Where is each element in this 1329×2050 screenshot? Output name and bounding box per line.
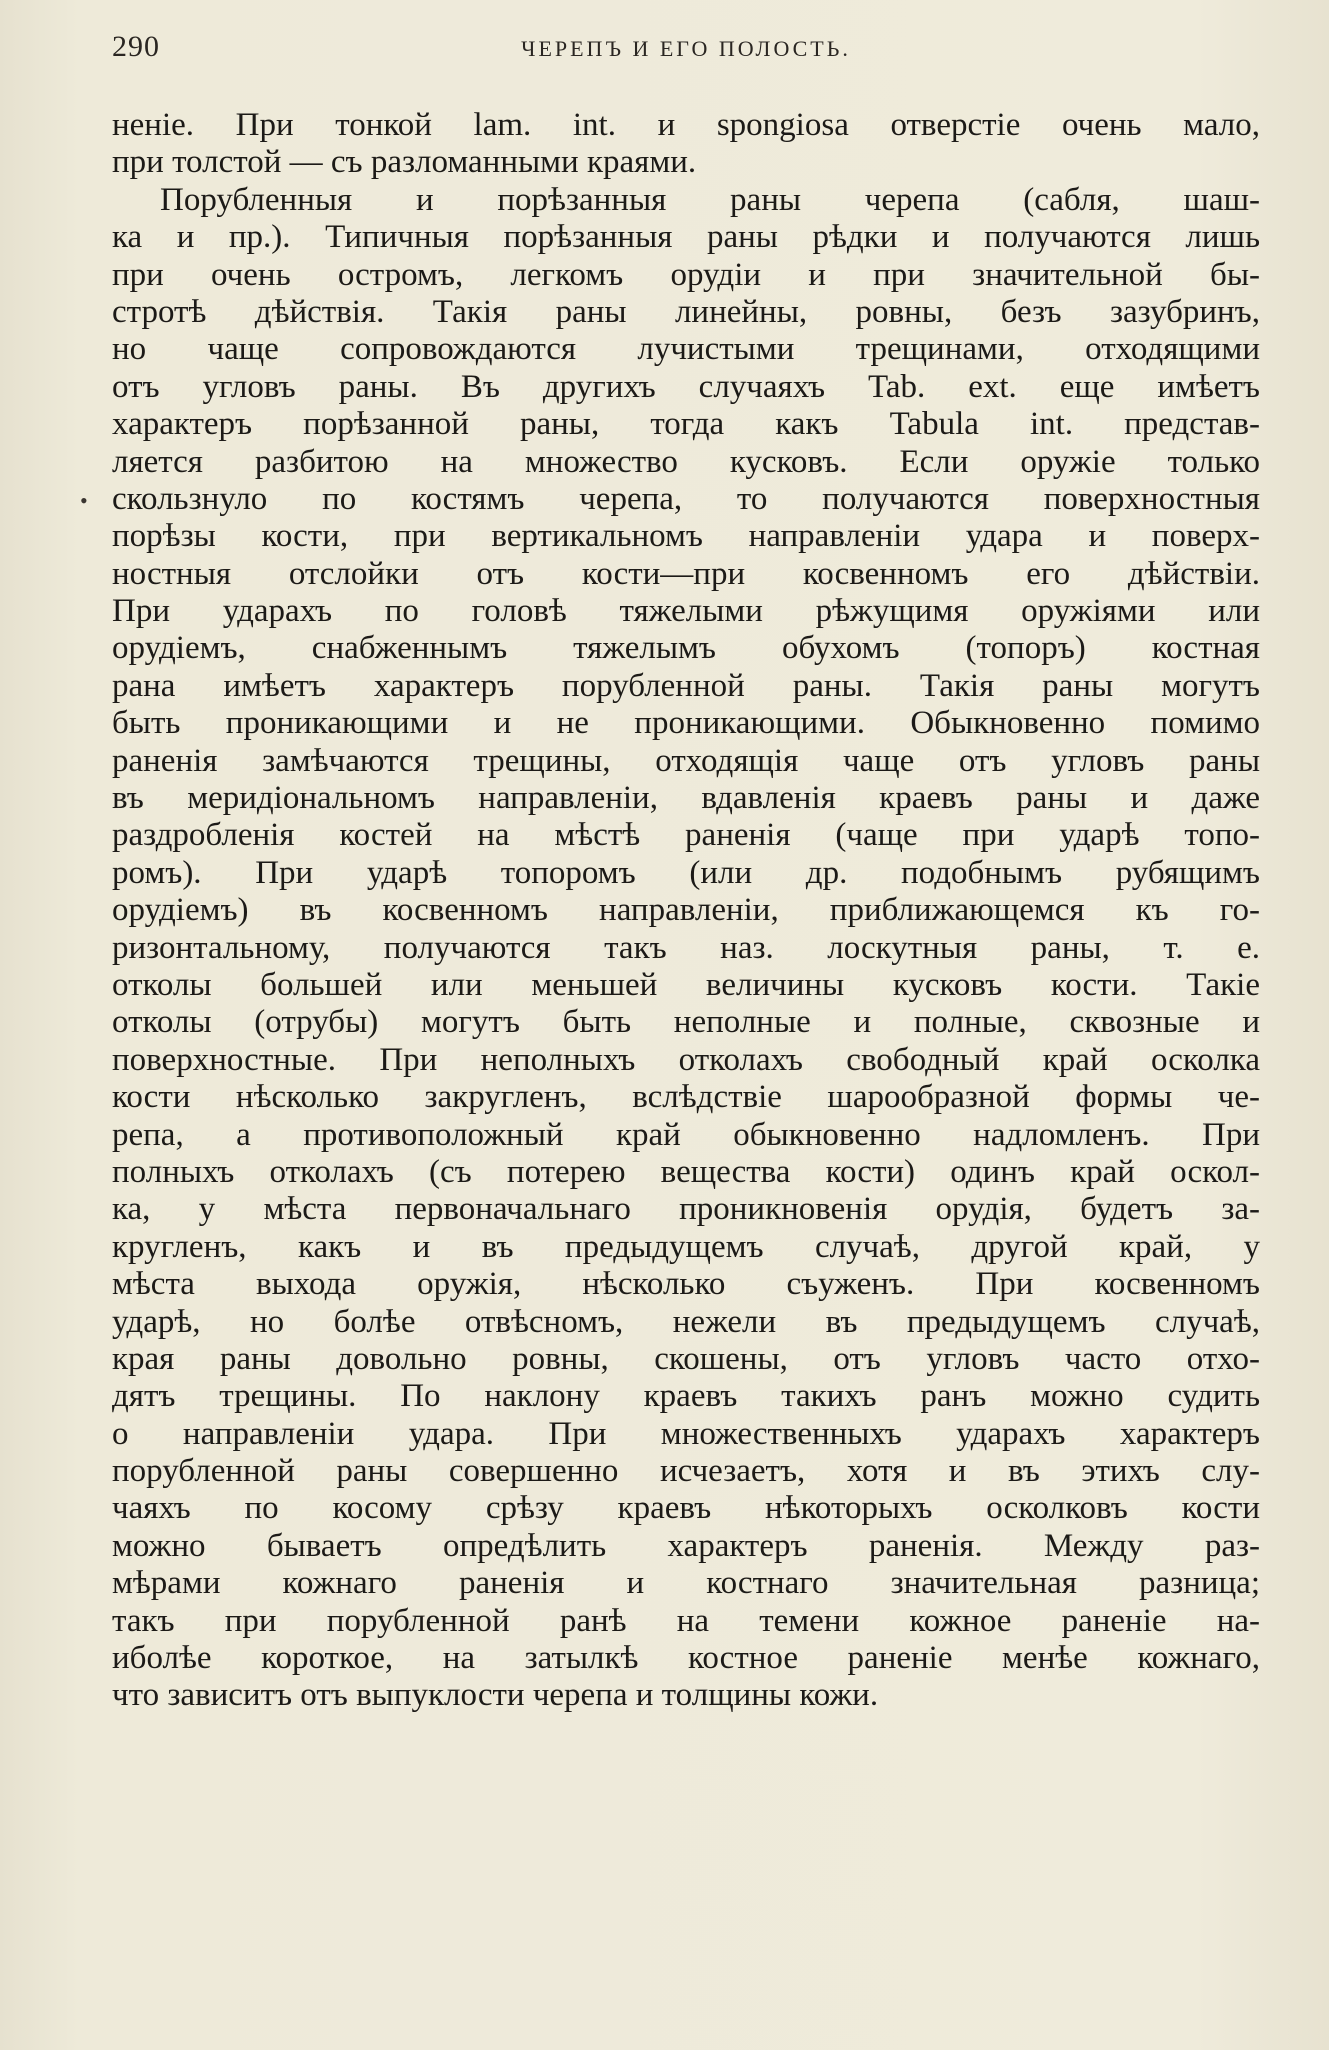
- text-line: При ударахъ по головѣ тяжелыми рѣжущимя оружiями или: [112, 593, 1260, 630]
- text-line: края раны довольно ровны, скошены, отъ угловъ часто отхо-: [112, 1340, 1260, 1377]
- text-line: ризонтальному, получаются такъ наз. лоскутныя раны, т. е.: [112, 929, 1260, 966]
- text-line: мѣста выхода оружiя, нѣсколько съуженъ. При косвенномъ: [112, 1266, 1260, 1303]
- text-line: порубленной раны совершенно исчезаетъ, хотя и въ этихъ слу-: [112, 1453, 1260, 1490]
- text-line: кости нѣсколько закругленъ, вслѣдствiе шарообразной формы че-: [112, 1079, 1260, 1116]
- text-line: поверхностные. При неполныхъ отколахъ свободный край осколка: [112, 1041, 1260, 1078]
- text-line: при очень остромъ, легкомъ орудiи и при значительной бы-: [112, 256, 1260, 293]
- text-line: раздробленiя костей на мѣстѣ раненiя (чаще при ударѣ топо-: [112, 817, 1260, 854]
- text-line: характеръ порѣзанной раны, тогда какъ Tabula int. представ-: [112, 406, 1260, 443]
- text-line: о направленiи удара. При множественныхъ ударахъ характеръ: [112, 1415, 1260, 1452]
- text-line: орудiемъ, снабженнымъ тяжелымъ обухомъ (топоръ) костная: [112, 630, 1260, 667]
- text-line: порѣзы кости, при вертикальномъ направленiи удара и поверх-: [112, 518, 1260, 555]
- text-line: орудiемъ) въ косвенномъ направленiи, приближающемся къ го-: [112, 892, 1260, 929]
- text-line: въ меридiональномъ направленiи, вдавленiя краевъ раны и даже: [112, 780, 1260, 817]
- text-line: чаяхъ по косому срѣзу краевъ нѣкоторыхъ осколковъ кости: [112, 1490, 1260, 1527]
- text-line: кругленъ, какъ и въ предыдущемъ случаѣ, другой край, у: [112, 1228, 1260, 1265]
- text-line: такъ при порубленной ранѣ на темени кожное раненiе на-: [112, 1602, 1260, 1639]
- running-title: ЧЕРЕПЪ И ЕГО ПОЛОСТЬ.: [521, 36, 851, 61]
- text-line: можно бываетъ опредѣлить характеръ раненiя. Между раз-: [112, 1527, 1260, 1564]
- text-line: дятъ трещины. По наклону краевъ такихъ ранъ можно судить: [112, 1378, 1260, 1415]
- text-line: ляется разбитою на множество кусковъ. Если оружiе только: [112, 443, 1260, 480]
- body-text: [112, 107, 1260, 1715]
- text-line: полныхъ отколахъ (съ потерею вещества кости) одинъ край оскол-: [112, 1153, 1260, 1190]
- text-line: стротѣ дѣйствiя. Такiя раны линейны, ровны, безъ зазубринъ,: [112, 293, 1260, 330]
- text-line: быть проникающими и не проникающими. Обыкновенно помимо: [112, 705, 1260, 742]
- text-line: при толстой — съ разломанными краями.: [112, 144, 697, 181]
- text-line: отколы большей или меньшей величины кусковъ кости. Такiе: [112, 966, 1260, 1003]
- page-number: 290: [112, 30, 160, 63]
- text-line: скользнуло по костямъ черепа, то получаются поверхностныя: [112, 480, 1260, 517]
- text-line: ка и пр.). Типичныя порѣзанныя раны рѣдки и получаются лишь: [112, 219, 1260, 256]
- text-line: что зависитъ отъ выпуклости черепа и толщины кожи.: [112, 1677, 879, 1714]
- text-line: ненiе. При тонкой lam. int. и spongiosa отверстiе очень мало,: [112, 107, 1260, 143]
- page-header: [112, 30, 1260, 66]
- text-line: мѣрами кожнаго раненiя и костнаго значительная разница;: [112, 1565, 1260, 1602]
- text-line: иболѣе короткое, на затылкѣ костное раненiе менѣе кожнаго,: [112, 1640, 1260, 1677]
- text-line: рана имѣетъ характеръ порубленной раны. Такiя раны могутъ: [112, 667, 1260, 704]
- text-line: раненiя замѣчаются трещины, отходящiя чаще отъ угловъ раны: [112, 742, 1260, 779]
- text-line: но чаще сопровождаются лучистыми трещинами, отходящими: [112, 331, 1260, 368]
- text-line: ностныя отслойки отъ кости—при косвенномъ его дѣйствiи.: [112, 555, 1260, 592]
- text-line: репа, а противоположный край обыкновенно надломленъ. При: [112, 1116, 1260, 1153]
- text-line: отъ угловъ раны. Въ другихъ случаяхъ Tab. ext. еще имѣетъ: [112, 368, 1260, 405]
- text-line: ка, у мѣста первоначальнаго проникновенiя орудiя, будетъ за-: [112, 1191, 1260, 1228]
- text-line: Порубленныя и порѣзанныя раны черепа (сабля, шаш-: [160, 181, 1260, 218]
- text-line: отколы (отрубы) могутъ быть неполные и полные, сквозные и: [112, 1004, 1260, 1041]
- text-line: ромъ). При ударѣ топоромъ (или др. подобнымъ рубящимъ: [112, 854, 1260, 891]
- margin-mark: •: [80, 488, 88, 513]
- text-line: ударѣ, но болѣе отвѣсномъ, нежели въ предыдущемъ случаѣ,: [112, 1303, 1260, 1340]
